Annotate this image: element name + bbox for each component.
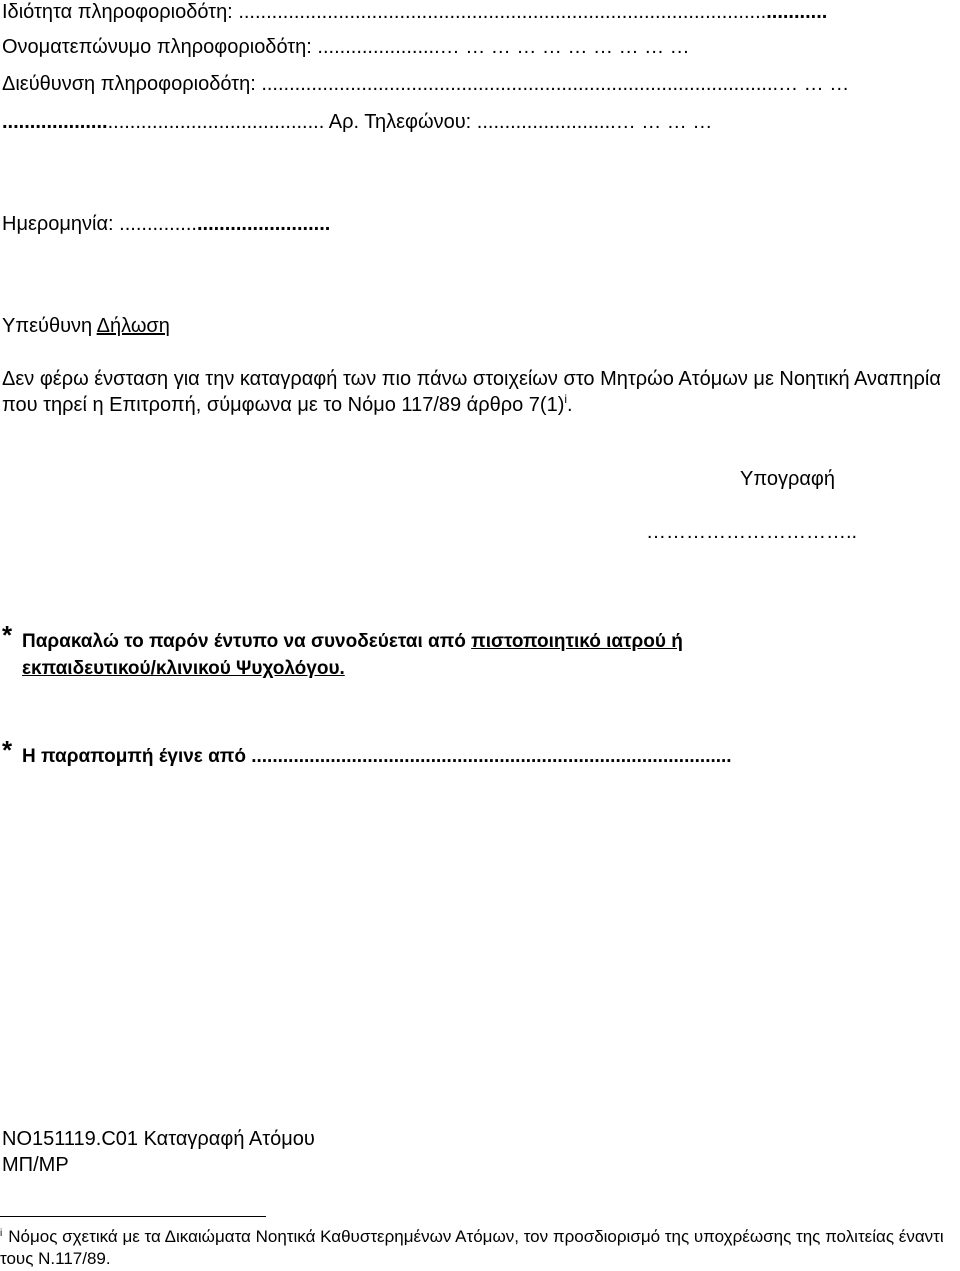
footnote-marker: i: [0, 1228, 3, 1239]
phone-line: [2, 110, 712, 134]
footnote-reference[interactable]: i: [564, 392, 568, 406]
certificate-note-emphasis: πιστοποιητικό ιατρού ή: [471, 631, 683, 652]
informant-capacity-line: [2, 0, 827, 24]
document-code-line1: ΝΟ151119.C01 Καταγραφή Ατόμου: [2, 1128, 315, 1150]
certificate-note-line2: εκπαιδευτικού/κλινικού Ψυχολόγου.: [22, 658, 345, 679]
declaration-title-part2: Δήλωση: [96, 315, 170, 337]
referral-note-line: [22, 745, 732, 769]
date-line: [2, 212, 330, 236]
certificate-note-star: *: [2, 620, 13, 650]
declaration-body-end: .: [567, 394, 573, 416]
informant-name-line: [2, 35, 690, 59]
footnote-text: Νόμος σχετικά με τα Δικαιώματα Νοητικά Καθυστερημένων Ατόμων, τον προσδιορισμό της υποχρέωσης της πολιτείας έναντι τους Ν.117/89.: [0, 1227, 944, 1268]
declaration-title: [2, 314, 170, 338]
informant-capacity-field[interactable]: ...............................................................................................: [238, 1, 767, 23]
certificate-note-line1: [22, 630, 683, 654]
date-label: Ημερομηνία:: [2, 213, 120, 235]
phone-label: Αρ. Τηλεφώνου:: [328, 111, 477, 133]
referral-note-star: *: [2, 735, 13, 765]
address-continuation-field[interactable]: ...................: [2, 111, 108, 133]
date-field[interactable]: ..............: [119, 213, 197, 235]
address-continuation-field-end: .......................................: [107, 111, 329, 133]
informant-capacity-field-end: ...........: [766, 1, 828, 23]
declaration-title-part1: Υπεύθυνη: [2, 315, 97, 337]
informant-address-field[interactable]: .............................................................................................… … …: [261, 73, 850, 95]
informant-name-label: Ονοματεπώνυμο πληροφοριοδότη:: [2, 36, 318, 58]
phone-field[interactable]: .........................… … … …: [476, 111, 713, 133]
signature-field[interactable]: …………………………..: [646, 521, 858, 543]
informant-name-field[interactable]: ......................… … … … … … … … … …: [317, 36, 690, 58]
informant-capacity-label: Ιδιότητα πληροφοριοδότη:: [2, 1, 239, 23]
footnote-divider: [0, 1216, 266, 1217]
signature-label: Υπογραφή: [740, 468, 836, 490]
informant-address-line: [2, 72, 849, 96]
informant-address-label: Διεύθυνση πληροφοριοδότη:: [2, 73, 262, 95]
document-code-line2: ΜΠ/ΜΡ: [2, 1154, 69, 1176]
date-field-end: ........................: [196, 213, 331, 235]
declaration-body-text: Δεν φέρω ένσταση για την καταγραφή των πιο πάνω στοιχείων στο Μητρώο Ατόμων με Νοητική Αναπηρία που τηρεί η Επιτροπή, σύμφωνα με το Νόμο 117/89 άρθρο 7(1): [2, 368, 941, 416]
referral-label: Η παραπομπή έγινε από: [22, 746, 252, 767]
footnote: [0, 1226, 960, 1270]
document-code: [2, 1126, 315, 1178]
certificate-note-prefix: Παρακαλώ το παρόν έντυπο να συνοδεύεται από: [22, 631, 472, 652]
declaration-body: [2, 366, 960, 418]
referral-field[interactable]: ...........................................................................................: [251, 746, 732, 767]
